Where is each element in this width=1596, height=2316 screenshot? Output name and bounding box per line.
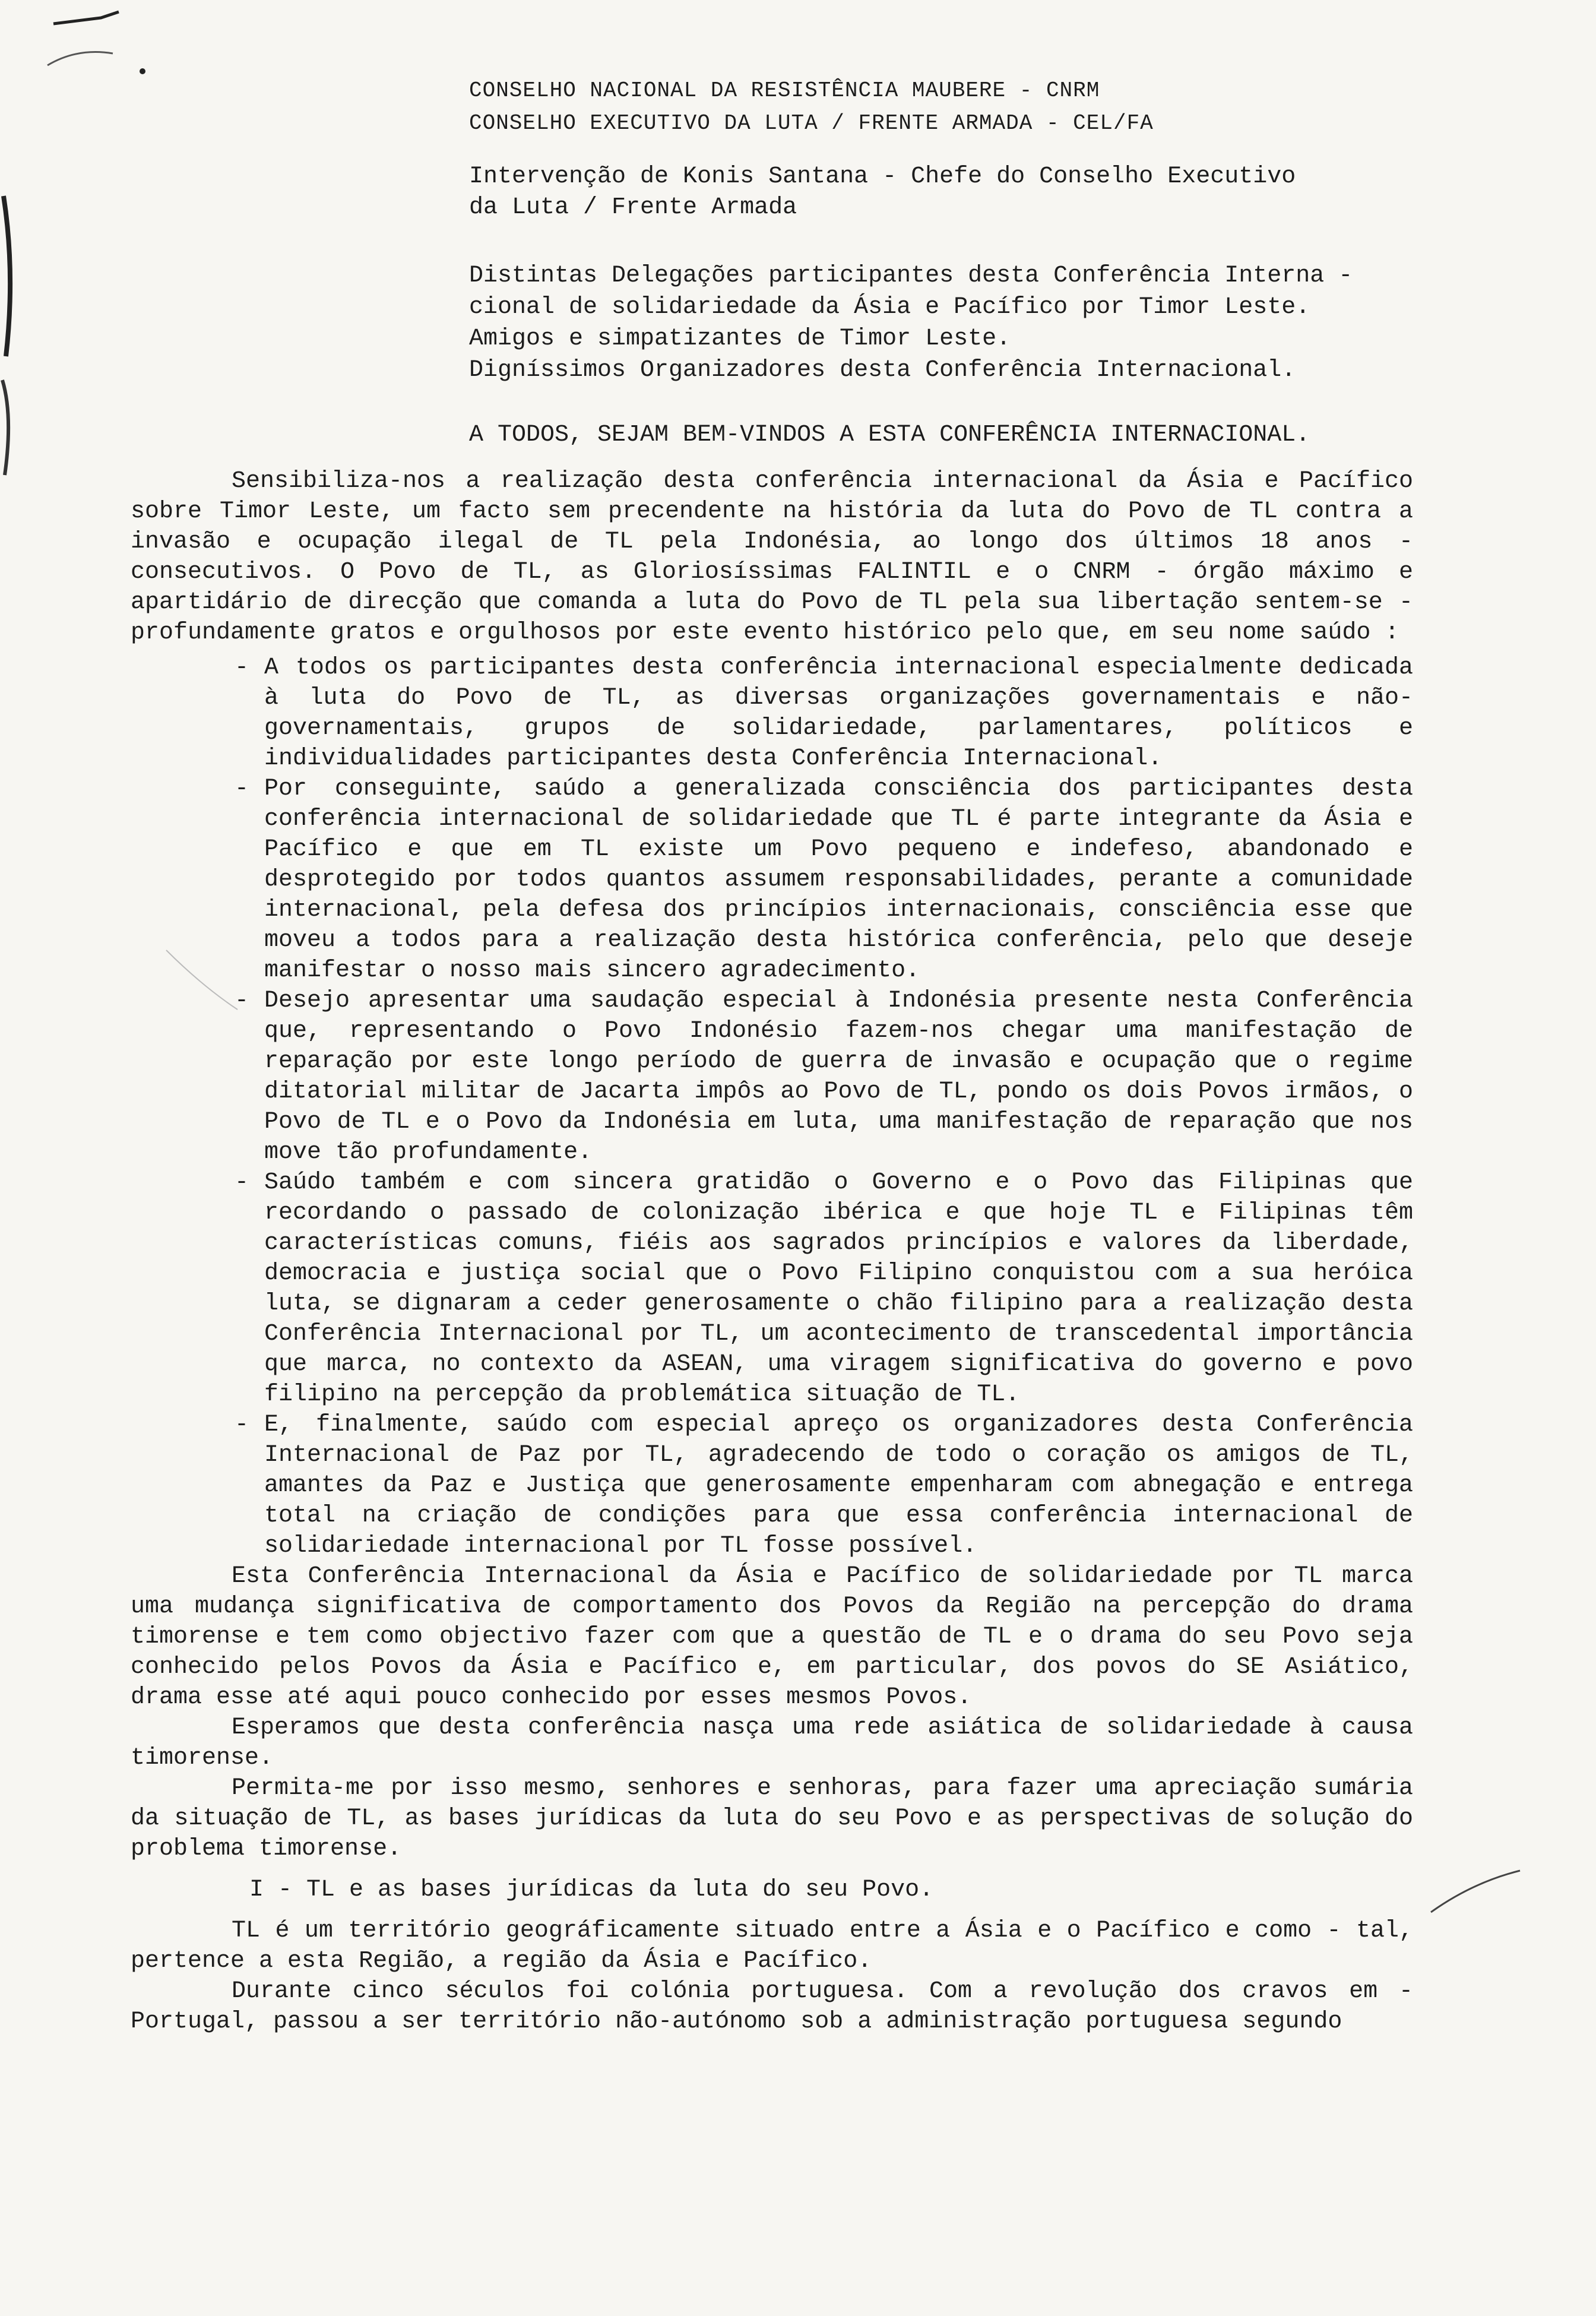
welcome-line: A TODOS, SEJAM BEM-VINDOS A ESTA CONFERÊNCIA INTERNACIONAL. bbox=[469, 422, 1310, 448]
letterhead-line-1: CONSELHO NACIONAL DA RESISTÊNCIA MAUBERE - CNRM bbox=[469, 78, 1100, 103]
list-item-text: A todos os participantes desta conferência internacional especialmente dedicada à luta do Povo de TL, as diversas organizações governamentais e não-governamentais, grupos de solidariedade, parlamentares, políticos e individualidades participantes desta Conferência Internacional. bbox=[264, 654, 1413, 772]
dash-bullet: - bbox=[235, 1169, 249, 1196]
paragraph-conference: Esta Conferência Internacional da Ásia e Pacífico de solidariedade por TL marca uma mudança significativa de comportamento dos Povos da Região na percepção do drama timorense e tem como objectivo fazer com que a questão de TL e o drama do seu Povo seja conhecido pelos Povos da Ásia e Pacífico e, em particular, dos povos do SE Asiático, drama esse até aqui pouco conhecido por esses mesmos Povos. bbox=[131, 1563, 1413, 1711]
intro-line-1: Intervenção de Konis Santana - Chefe do Conselho Executivo bbox=[469, 163, 1296, 190]
intro-line-2: da Luta / Frente Armada bbox=[469, 194, 797, 221]
binder-edge-mark bbox=[4, 196, 10, 356]
salutation-line-4: Digníssimos Organizadores desta Conferência Internacional. bbox=[469, 357, 1296, 384]
salutation bbox=[469, 260, 1514, 386]
paragraph-appreciation: Permita-me por isso mesmo, senhores e senhoras, para fazer uma apreciação sumária da situação de TL, as bases jurídicas da luta do seu Povo e as perspectivas de solução do problema timorense. bbox=[131, 1775, 1413, 1862]
greetings-list bbox=[131, 653, 1413, 1561]
list-item bbox=[235, 774, 1413, 986]
corner-scribble-2 bbox=[48, 52, 113, 66]
list-item-text: E, finalmente, saúdo com especial apreço os organizadores desta Conferência Internacional de Paz por TL, agradecendo de todo o coração os amigos de TL, amantes da Paz e Justiça que generosamente empenharam com abnegação e entrega total na criação de condições para que essa conferência internacional de solidariedade internacional por TL fosse possível. bbox=[264, 1412, 1413, 1559]
binder-edge-mark-lower bbox=[2, 380, 8, 475]
dash-bullet: - bbox=[235, 654, 249, 681]
speech-body bbox=[131, 466, 1413, 2037]
speck bbox=[140, 68, 145, 74]
paragraph-opening: Sensibiliza-nos a realização desta conferência internacional da Ásia e Pacífico sobre Timor Leste, um facto sem precendente na história da luta do Povo de TL contra a invasão e ocupação ilegal de TL pela Indonésia, ao longo dos últimos 18 anos - consecutivos. O Povo de TL, as Gloriosíssimas FALINTIL e o CNRM - órgão máximo e apartidário de direcção que comanda a luta do Povo de TL pela sua libertação sentem-se - profundamente gratos e orgulhosos por este evento histórico pelo que, em seu nome saúdo : bbox=[131, 468, 1413, 646]
list-item bbox=[235, 1410, 1413, 1561]
dash-bullet: - bbox=[235, 988, 249, 1014]
speaker-intro bbox=[469, 162, 1514, 223]
list-item bbox=[235, 986, 1413, 1168]
list-item bbox=[235, 653, 1413, 774]
list-item-text: Saúdo também e com sincera gratidão o Governo e o Povo das Filipinas que recordando o passado de colonização ibérica e que hoje TL e Filipinas têm características comuns, fiéis aos sagrados princípios e valores da liberdade, democracia e justiça social que o Povo Filipino conquistou com a sua heróica luta, se dignaram a ceder generosamente o chão filipino para a realização desta Conferência Internacional por TL, um acontecimento de transcedental importância que marca, no contexto da ASEAN, uma viragem significativa do governo e povo filipino na percepção da problemática situação de TL. bbox=[264, 1169, 1413, 1408]
section-heading-1: I - TL e as bases jurídicas da luta do seu Povo. bbox=[249, 1877, 934, 1903]
list-item-text: Por conseguinte, saúdo a generalizada consciência dos participantes desta conferência internacional de solidariedade que TL é parte integrante da Ásia e Pacífico e que em TL existe um Povo pequeno e indefeso, abandonado e desprotegido por todos quantos assumem responsabilidades, perante a comunidade internacional, pela defesa dos princípios internacionais, consciência esse que moveu a todos para a realização desta histórica conferência, pelo que deseje manifestar o nosso mais sincero agradecimento. bbox=[264, 776, 1413, 984]
salutation-line-3: Amigos e simpatizantes de Timor Leste. bbox=[469, 325, 1011, 352]
corner-scribble bbox=[53, 12, 119, 24]
salutation-line-2: cional de solidariedade da Ásia e Pacífico por Timor Leste. bbox=[469, 294, 1310, 321]
letterhead-line-2: CONSELHO EXECUTIVO DA LUTA / FRENTE ARMADA - CEL/FA bbox=[469, 111, 1154, 135]
list-item bbox=[235, 1168, 1413, 1410]
paragraph-network: Esperamos que desta conferência nasça uma rede asiática de solidariedade à causa timorense. bbox=[131, 1714, 1413, 1771]
list-item-text: Desejo apresentar uma saudação especial à Indonésia presente nesta Conferência que, representando o Povo Indonésio fazem-nos chegar uma manifestação de reparação por este longo período de guerra de invasão e ocupação que o regime ditatorial militar de Jacarta impôs ao Povo de TL, pondo os dois Povos irmãos, o Povo de TL e o Povo da Indonésia em luta, uma manifestação de reparação que nos move tão profundamente. bbox=[264, 988, 1413, 1166]
letterhead bbox=[469, 74, 1478, 140]
salutation-line-1: Distintas Delegações participantes desta Conferência Interna - bbox=[469, 262, 1353, 289]
paragraph-colony: Durante cinco séculos foi colónia portuguesa. Com a revolução dos cravos em - Portugal, passou a ser território não-autónomo sob a administração portuguesa segundo bbox=[131, 1978, 1413, 2035]
dash-bullet: - bbox=[235, 776, 249, 802]
paragraph-territory: TL é um território geográficamente situado entre a Ásia e o Pacífico e como - tal, pertence a esta Região, a região da Ásia e Pacífico. bbox=[131, 1918, 1413, 1975]
margin-stroke bbox=[1431, 1871, 1520, 1912]
dash-bullet: - bbox=[235, 1412, 249, 1438]
